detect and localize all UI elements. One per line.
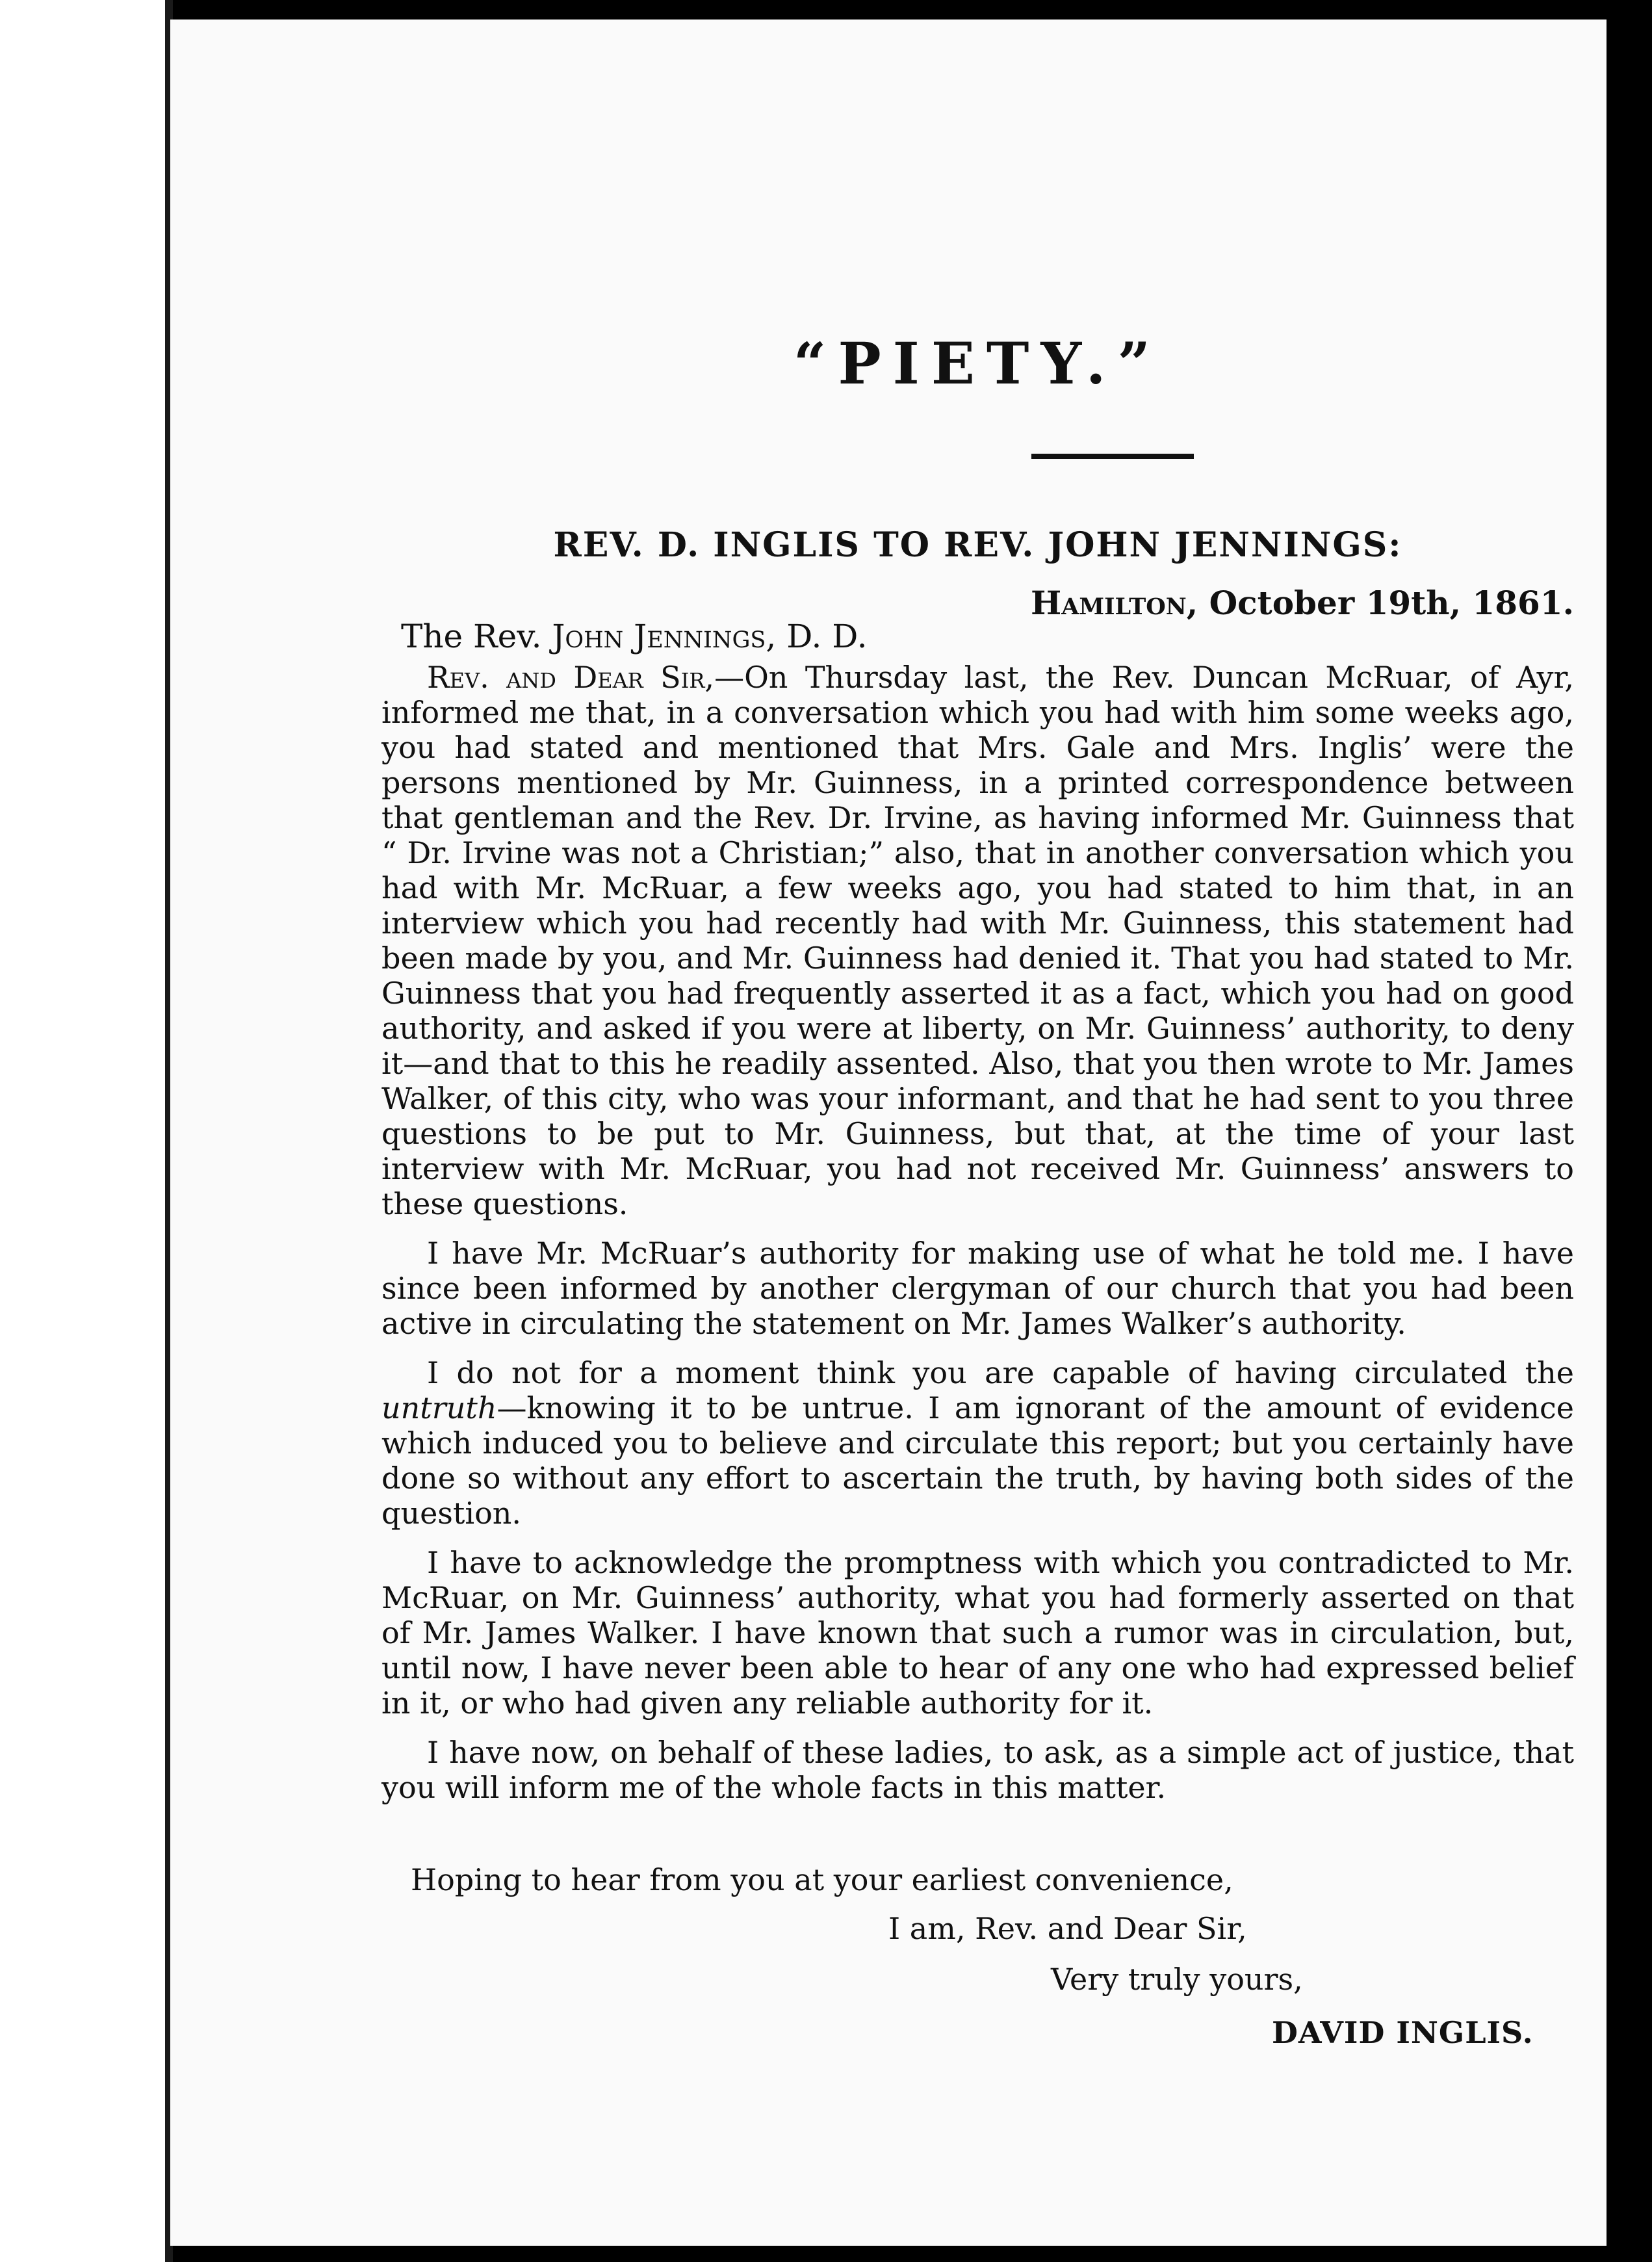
dateline xyxy=(1031,584,1574,622)
signature: DAVID INGLIS. xyxy=(1272,2015,1534,2050)
paragraph-2: I have Mr. McRuar’s authority for making use of what he told me. I have since been informed by another clergyman of our church that you had been active in circulating the statement on Mr. James Walker’s authority. xyxy=(381,1236,1574,1341)
addressee-name: John Jennings, xyxy=(552,618,777,655)
paragraph-3 xyxy=(381,1355,1574,1531)
paragraph-3-lead: I do not for a moment think you are capable of having circulated the xyxy=(427,1355,1574,1390)
closing-yours: Very truly yours, xyxy=(1051,1962,1303,1997)
document-page xyxy=(170,20,1607,2246)
closing-i-am: I am, Rev. and Dear Sir, xyxy=(888,1911,1247,1946)
paragraph-1 xyxy=(381,660,1574,1221)
addressee xyxy=(401,618,868,655)
addressee-suffix: D. D. xyxy=(786,618,868,655)
paragraph-4: I have to acknowledge the promptness with which you contradicted to Mr. McRuar, on Mr. Guinness’ authority, what you had formerly asserted on that of Mr. James Walker. I have known that such a rumor was in circulation, but, until now, I have never been able to hear of any one who had expressed belief in it, or who had given any reliable authority for it. xyxy=(381,1545,1574,1721)
closing-hope: Hoping to hear from you at your earliest convenience, xyxy=(411,1862,1233,1897)
salutation: Rev. and Dear Sir, xyxy=(427,660,715,695)
letter-body xyxy=(381,660,1574,1819)
right-margin xyxy=(1607,0,1652,2262)
paragraph-5: I have now, on behalf of these ladies, to ask, as a simple act of justice, that you will inform me of the whole facts in this matter. xyxy=(381,1735,1574,1805)
left-margin xyxy=(0,0,170,2262)
addressee-prefix: The Rev. xyxy=(401,618,542,655)
paragraph-3-italic: untruth xyxy=(381,1390,497,1425)
paragraph-3-dash: — xyxy=(497,1390,527,1425)
title-divider xyxy=(1031,454,1194,459)
document-title: “PIETY.” xyxy=(793,330,1163,397)
paragraph-1-text: —On Thursday last, the Rev. Duncan McRuar, of Ayr, informed me that, in a conversation which you had with him some weeks ago, you had stated and mentioned that Mrs. Gale and Mrs. Inglis’ were the persons mentioned by Mr. Guinness, in a printed correspondence between that gentleman and the Rev. Dr. Irvine, as having informed Mr. Guinness that “ Dr. Irvine was not a Christian;” also, that in another conversation which you had with Mr. McRuar, a few weeks ago, you had stated to him that, in an interview which you had recently had with Mr. Guinness, this statement had been made by you, and Mr. Guinness had denied it. That you had stated to Mr. Guinness that you had frequently asserted it as a fact, which you had on good authority, and asked if you were at liberty, on Mr. Guinness’ authority, to deny it—and that to this he readily assented. Also, that you then wrote to Mr. James Walker, of this city, who was your informant, and that he had sent to you three questions to be put to Mr. Guinness, but that, at the time of your last interview with Mr. McRuar, you had not received Mr. Guinness’ answers to these questions. xyxy=(381,660,1574,1221)
dateline-date: October 19th, 1861. xyxy=(1209,584,1574,622)
paragraph-3-text: knowing it to be untrue. I am ignorant of the amount of evidence which induced you to believe and circulate this report; but you certainly have done so without any effort to ascertain the truth, by having both sides of the question. xyxy=(381,1390,1574,1531)
letter-heading: REV. D. INGLIS TO REV. JOHN JENNINGS: xyxy=(553,525,1402,565)
dateline-place: Hamilton, xyxy=(1030,584,1198,622)
